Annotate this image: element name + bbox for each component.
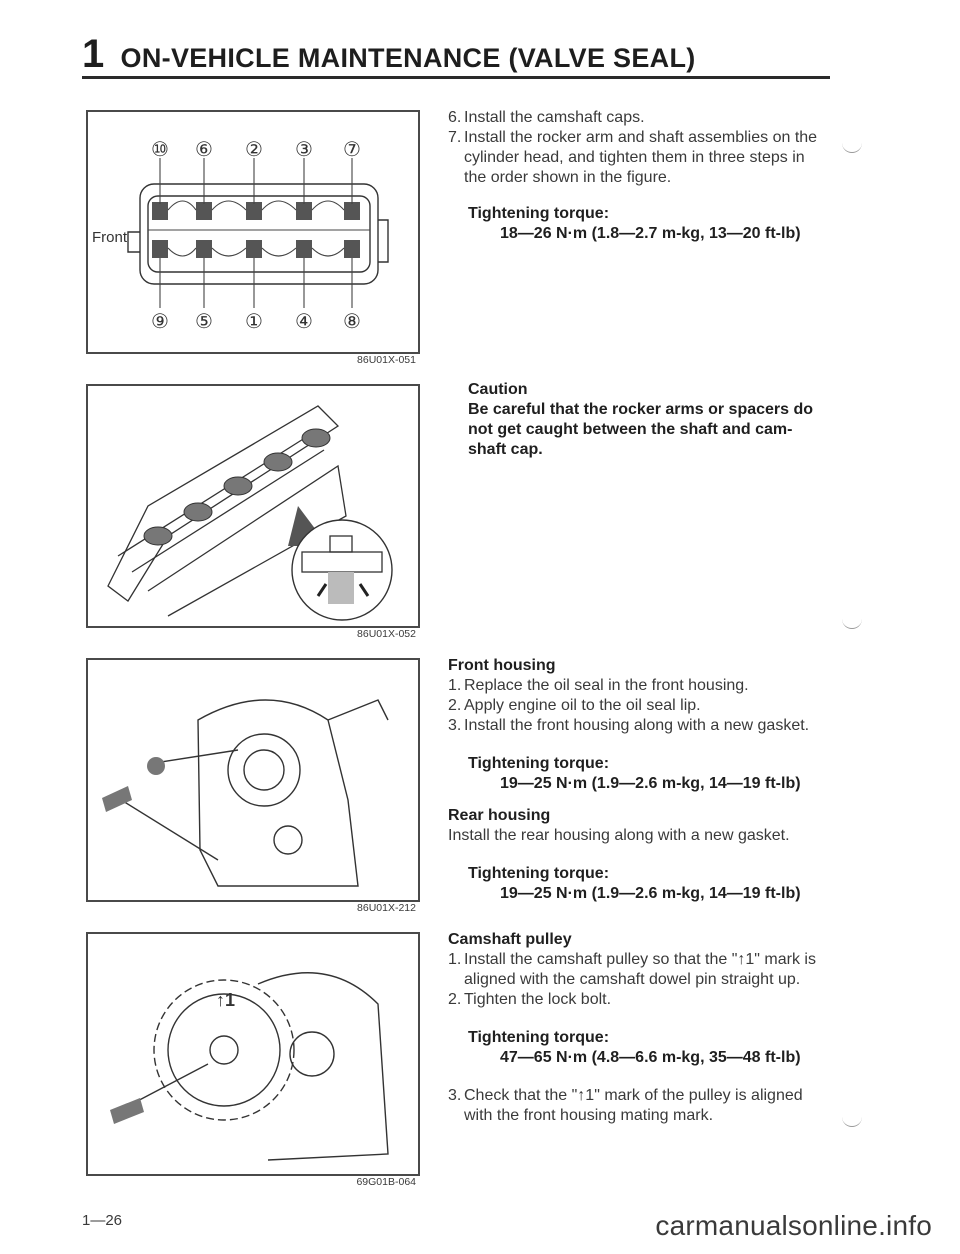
step-text: Install the camshaft pulley so that the "↑1" mark is aligned with the camshaft dowel pin straight up.: [464, 951, 816, 988]
torque-label: Tightening torque:: [468, 205, 610, 222]
camshaft-pulley-section: [448, 930, 828, 1126]
step-number: 2.: [448, 991, 462, 1008]
sequence-number: ④: [295, 309, 313, 333]
instruction-step: [448, 990, 828, 1010]
figure-code: 86U01X-212: [357, 902, 416, 914]
rear-housing-section: [448, 806, 828, 904]
sequence-number: ⑩: [151, 137, 169, 161]
step-text: Install the front housing along with a new gasket.: [464, 717, 810, 734]
sequence-number: ⑧: [343, 309, 361, 333]
torque-label: Tightening torque:: [468, 1029, 610, 1046]
section-number: 1: [82, 32, 105, 76]
sequence-number: ②: [245, 137, 263, 161]
camshaft-caps-section: [448, 108, 828, 244]
svg-text:↑1: ↑1: [216, 990, 236, 1010]
instruction-step: [448, 1086, 828, 1126]
sequence-number: ③: [295, 137, 313, 161]
step-number: 1.: [448, 677, 462, 694]
margin-mark: [842, 1116, 862, 1127]
front-housing-section: [448, 656, 828, 794]
step-number: 1.: [448, 951, 462, 968]
torque-label: Tightening torque:: [468, 865, 610, 882]
section-heading: Front housing: [448, 657, 556, 674]
instruction-step: [448, 128, 828, 188]
step-text: Apply engine oil to the oil seal lip.: [464, 697, 701, 714]
step-number: 7.: [448, 129, 462, 146]
page-number: 1—26: [82, 1212, 123, 1229]
caution-text: Be careful that the rocker arms or spacers do not get caught between the shaft and cam-shaft cap.: [468, 401, 814, 458]
front-label: Front: [92, 229, 128, 246]
camshaft-pulley-diagram: [88, 934, 418, 1174]
section-heading: Rear housing: [448, 807, 551, 824]
section-title: ON-VEHICLE MAINTENANCE (VALVE SEAL): [120, 43, 696, 73]
caution-title: Caution: [468, 381, 528, 398]
step-number: 6.: [448, 109, 462, 126]
instruction-step: [448, 676, 828, 696]
step-number: 2.: [448, 697, 462, 714]
rear-housing-text: Install the rear housing along with a new gasket.: [448, 827, 790, 844]
instruction-step: [448, 950, 828, 990]
step-number: 3.: [448, 717, 462, 734]
section-heading: Camshaft pulley: [448, 931, 572, 948]
figure-camshaft-pulley: [86, 932, 420, 1176]
sequence-number: ⑤: [195, 309, 213, 333]
step-text: Install the rocker arm and shaft assemblies on the cylinder head, and tighten them in three steps in the order shown in the figure.: [464, 129, 818, 186]
step-number: 3.: [448, 1087, 462, 1104]
sequence-number: ⑥: [195, 137, 213, 161]
header-divider: [82, 76, 830, 79]
instruction-step: [448, 108, 828, 128]
rocker-assembly-diagram: [88, 386, 418, 626]
step-text: Tighten the lock bolt.: [464, 991, 612, 1008]
step-text: Check that the "↑1" mark of the pulley is aligned with the front housing mating mark.: [464, 1087, 803, 1124]
cylinder-head-diagram: [88, 112, 418, 352]
step-text: Install the camshaft caps.: [464, 109, 645, 126]
instruction-step: [448, 696, 828, 716]
figure-rocker-assembly: [86, 384, 420, 628]
sequence-number: ⑨: [151, 309, 169, 333]
figure-front-housing: [86, 658, 420, 902]
section-header: [82, 34, 696, 74]
torque-value: 18—26 N·m (1.8—2.7 m-kg, 13—20 ft-lb): [500, 225, 801, 242]
figure-code: 86U01X-052: [357, 628, 416, 640]
torque-label: Tightening torque:: [468, 755, 610, 772]
instruction-step: [448, 716, 828, 736]
margin-mark: [842, 142, 862, 153]
front-housing-diagram: [88, 660, 418, 900]
figure-code: 69G01B-064: [356, 1176, 416, 1188]
figure-code: 86U01X-051: [357, 354, 416, 366]
watermark: carmanualsonline.info: [655, 1210, 932, 1241]
sequence-number: ①: [245, 309, 263, 333]
margin-mark: [842, 618, 862, 629]
sequence-number: ⑦: [343, 137, 361, 161]
torque-value: 19—25 N·m (1.9—2.6 m-kg, 14—19 ft-lb): [500, 885, 801, 902]
figure-tightening-sequence: [86, 110, 420, 354]
caution-block: [468, 380, 830, 460]
torque-value: 19—25 N·m (1.9—2.6 m-kg, 14—19 ft-lb): [500, 775, 801, 792]
step-text: Replace the oil seal in the front housing.: [464, 677, 749, 694]
torque-value: 47—65 N·m (4.8—6.6 m-kg, 35—48 ft-lb): [500, 1049, 801, 1066]
